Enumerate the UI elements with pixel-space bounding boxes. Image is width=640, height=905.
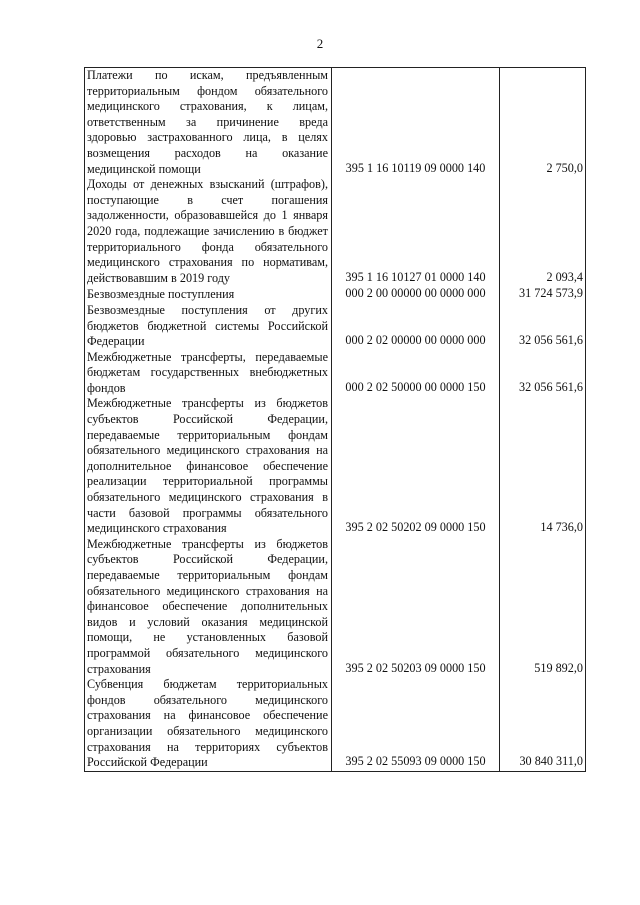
revenue-name: Субвенция бюджетам территориальных фондов обязательного медицинского страхования на финансовое обеспечение организации обязательного медицинского страхования на территориях субъектов Российской Федерации <box>85 677 332 771</box>
budget-code: 000 2 02 50000 00 0000 150 <box>332 350 500 397</box>
page-number: 2 <box>316 36 324 51</box>
amount: 2 093,4 <box>500 177 586 286</box>
revenue-name: Безвозмездные поступления от других бюджетов бюджетной системы Российской Федерации <box>85 303 332 350</box>
amount: 519 892,0 <box>500 537 586 677</box>
amount: 30 840 311,0 <box>500 677 586 771</box>
table-row <box>85 177 586 286</box>
revenue-name: Межбюджетные трансферты из бюджетов субъектов Российской Федерации, передаваемые территориальным фондам обязательного медицинского страхования на дополнительное финансовое обеспечение реализации территориальной программы обязательного медицинского страхования в части базовой программы обязательного медицинского страхования <box>85 396 332 536</box>
revenue-name: Доходы от денежных взысканий (штрафов), поступающие в счет погашения задолженности, образовавшейся до 1 января 2020 года, подлежащие зачислению в бюджет территориального фонда обязательного медицинского страхования по нормативам, действовавшим в 2019 году <box>85 177 332 286</box>
revenue-table <box>84 67 586 772</box>
table-row <box>85 350 586 397</box>
revenue-name: Межбюджетные трансферты из бюджетов субъектов Российской Федерации, передаваемые территориальным фондам обязательного медицинского страхования на финансовое обеспечение дополнительных видов и условий оказания медицинской помощи, не установленных базовой программой обязательного медицинского страхования <box>85 537 332 677</box>
amount: 2 750,0 <box>500 68 586 178</box>
revenue-name: Платежи по искам, предъявленным территориальным фондом обязательного медицинского страхования, к лицам, ответственным за причинение вреда здоровью застрахованного лица, в целях возмещения расходов на оказание медицинской помощи <box>85 68 332 178</box>
budget-code: 395 2 02 50203 09 0000 150 <box>332 537 500 677</box>
revenue-name: Безвозмездные поступления <box>85 286 332 303</box>
table-row <box>85 677 586 771</box>
revenue-name: Межбюджетные трансферты, передаваемые бюджетам государственных внебюджетных фондов <box>85 350 332 397</box>
table-row <box>85 396 586 536</box>
budget-code: 395 2 02 50202 09 0000 150 <box>332 396 500 536</box>
budget-code: 395 2 02 55093 09 0000 150 <box>332 677 500 771</box>
table-row <box>85 68 586 178</box>
amount: 32 056 561,6 <box>500 350 586 397</box>
budget-code: 000 2 00 00000 00 0000 000 <box>332 286 500 303</box>
table-row <box>85 303 586 350</box>
budget-code: 000 2 02 00000 00 0000 000 <box>332 303 500 350</box>
table-row <box>85 286 586 303</box>
table-row <box>85 537 586 677</box>
amount: 14 736,0 <box>500 396 586 536</box>
amount: 31 724 573,9 <box>500 286 586 303</box>
budget-code: 395 1 16 10127 01 0000 140 <box>332 177 500 286</box>
budget-code: 395 1 16 10119 09 0000 140 <box>332 68 500 178</box>
amount: 32 056 561,6 <box>500 303 586 350</box>
